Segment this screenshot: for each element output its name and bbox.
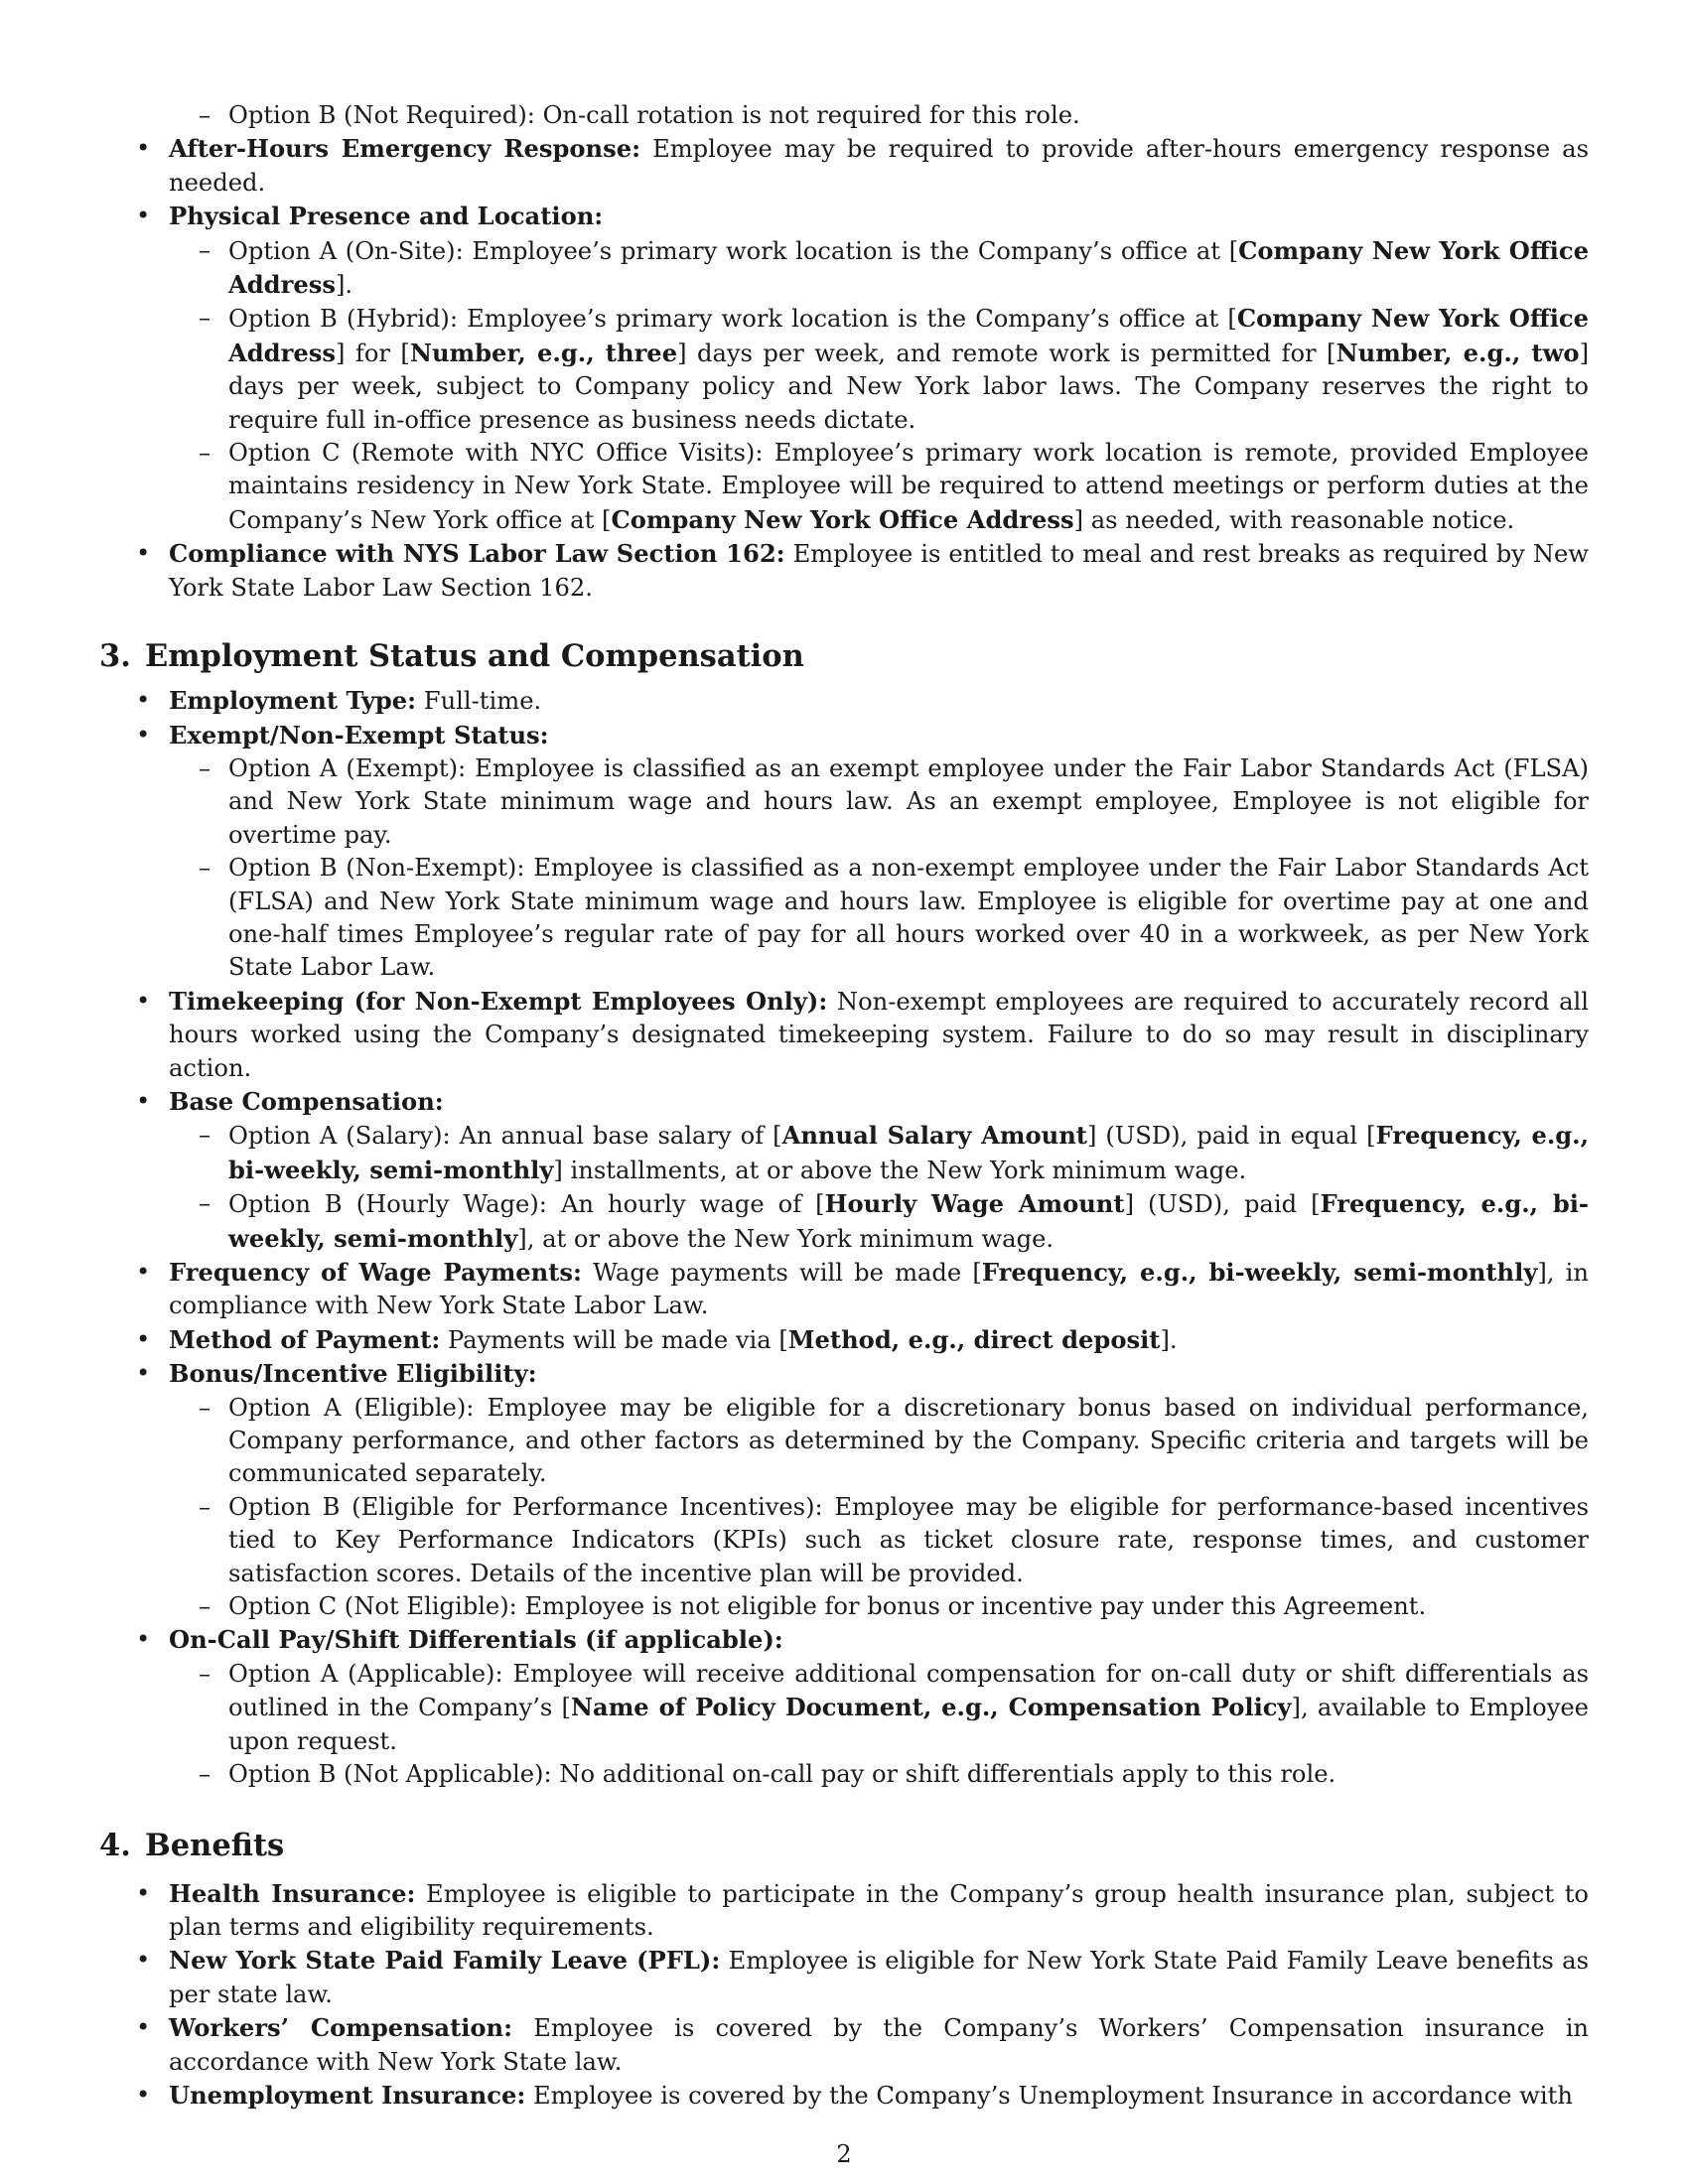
option-text: ] (USD), paid in equal [ [1086, 1122, 1376, 1151]
option-item [99, 852, 1589, 985]
option-text: Option B (Non-Exempt): Employee is classified as a non-exempt employee under the Fair Labor Standards Act (FLSA) and New York State minimum wage and hours law. Employee is eligible for overtime pay at one and one-half times Employee’s regular rate of pay for all hours worked over 40 in a workweek, as per New York State Labor Law. [228, 854, 1589, 982]
oncall-rotation-continued [99, 99, 1589, 132]
section-title: Benefits [145, 1827, 285, 1863]
placeholder: Frequency, e.g., bi-weekly, semi-monthly [228, 1189, 1589, 1253]
item-label: Employment Type: [169, 686, 417, 716]
option-item [99, 234, 1589, 303]
option-text: ] days per week, subject to Company policy and New York labor laws. The Company reserves the right to require full in-office presence as business needs dictate. [228, 339, 1589, 434]
page-content [99, 99, 1589, 2113]
item-text: ]. [1160, 1325, 1178, 1354]
item-label: After-Hours Emergency Response: [169, 134, 641, 164]
item-text: Full-time. [416, 687, 542, 716]
item-text: Employee is entitled to meal and rest breaks as required by New York State Labor Law Section 162. [169, 540, 1590, 602]
option-item [99, 752, 1589, 852]
option-text: ], available to Employee upon request. [228, 1694, 1589, 1755]
bonus-options [169, 1392, 1589, 1624]
placeholder: Number, e.g., three [409, 338, 678, 367]
page-number: 2 [836, 2140, 852, 2168]
item-text: Employee is eligible to participate in the Company’s group health insurance plan, subject to plan terms and eligibility requirements. [169, 1879, 1589, 1941]
option-text: Option B (Eligible for Performance Incentives): Employee may be eligible for performance-based incentives tied to Key Performance Indicators (KPIs) such as ticket closure rate, response times, and customer satisfaction scores. Details of the incentive plan will be provided. [228, 1492, 1589, 1587]
section-heading-4 [99, 1826, 1589, 1865]
item-label: Workers’ Compensation: [169, 2013, 513, 2043]
section-number: 4. [99, 1827, 131, 1863]
physical-presence-options [169, 234, 1589, 538]
option-text: Option B (Hourly Wage): An hourly wage of [ [228, 1190, 825, 1219]
section2-list [99, 132, 1589, 605]
option-text: Option A (Eligible): Employee may be eligible for a discretionary bonus based on individual performance, Company performance, and other factors as determined by the Company. Specific criteria and targets will be communicated separately. [228, 1393, 1589, 1488]
placeholder: Method, e.g., direct deposit [787, 1324, 1161, 1354]
section-number: 3. [99, 638, 131, 675]
base-compensation-options [169, 1119, 1589, 1256]
option-text: Option A (On-Site): Employee’s primary work location is the Company’s office at [ [228, 236, 1239, 265]
list-item-employment-type [99, 684, 1589, 718]
item-label: Timekeeping (for Non-Exempt Employees Only): [169, 986, 828, 1016]
option-item [99, 1119, 1589, 1187]
item-text: Employee is eligible for New York State Paid Family Leave benefits as per state law. [169, 1947, 1589, 2008]
option-text: Option A (Exempt): Employee is classified as an exempt employee under the Fair Labor Standards Act (FLSA) and New York State minimum wage and hours law. As an exempt employee, Employee is not eligible for overtime pay. [228, 753, 1589, 849]
option-text: Option C (Not Eligible): Employee is not eligible for bonus or incentive pay under this Agreement. [228, 1592, 1427, 1621]
placeholder: Company New York Office Address [228, 304, 1589, 367]
item-text: ], in compliance with New York State Labor Law. [169, 1259, 1589, 1320]
item-label: Compliance with NYS Labor Law Section 162: [169, 539, 785, 569]
option-item [99, 99, 1589, 132]
list-item-oncall-pay [99, 1623, 1589, 1791]
item-label: On-Call Pay/Shift Differentials (if applicable): [169, 1625, 783, 1655]
option-text: Option B (Not Required): On-call rotation is not required for this role. [228, 101, 1080, 129]
list-item-bonus [99, 1357, 1589, 1623]
option-item [99, 1392, 1589, 1491]
list-item-base-compensation [99, 1085, 1589, 1256]
item-text: Employee is covered by the Company’s Workers’ Compensation insurance in accordance with New York State law. [169, 2014, 1590, 2076]
list-item-wage-frequency [99, 1256, 1589, 1323]
placeholder: Company New York Office Address [611, 504, 1074, 534]
item-text: Non-exempt employees are required to accurately record all hours worked using the Company’s designated timekeeping system. Failure to do so may result in disciplinary action. [169, 987, 1589, 1082]
placeholder: Hourly Wage Amount [824, 1189, 1125, 1219]
option-item [99, 1491, 1589, 1590]
placeholder: Frequency, e.g., bi-weekly, semi-monthly [981, 1258, 1538, 1287]
exempt-options [169, 752, 1589, 985]
section3-list [99, 684, 1589, 1791]
placeholder: Number, e.g., two [1336, 338, 1580, 367]
placeholder: Company New York Office Address [228, 235, 1589, 300]
list-item-unemployment [99, 2079, 1589, 2113]
section-heading-3 [99, 636, 1589, 676]
option-item [99, 1658, 1589, 1758]
item-label: Health Insurance: [169, 1878, 416, 1908]
list-item-workers-comp [99, 2011, 1589, 2079]
list-item-physical-presence [99, 200, 1589, 537]
item-label: Base Compensation: [169, 1086, 444, 1116]
item-label: Exempt/Non-Exempt Status: [169, 720, 549, 750]
item-label: Unemployment Insurance: [169, 2080, 526, 2110]
list-item-exempt-status [99, 719, 1589, 985]
item-label: New York State Paid Family Leave (PFL): [169, 1946, 721, 1976]
option-text: Option C (Remote with NYC Office Visits): Employee’s primary work location is remote, provided Employee maintains residency in New York State. Employee will be required to attend meetings or perform duties at the Company’s New York office at [ [228, 439, 1589, 534]
option-item [99, 1758, 1589, 1791]
option-text: Option B (Hybrid): Employee’s primary work location is the Company’s office at [ [228, 305, 1237, 334]
item-text: Wage payments will be made [ [581, 1259, 982, 1287]
list-item-paid-family-leave [99, 1944, 1589, 2011]
oncall-pay-options [169, 1658, 1589, 1792]
section4-list [99, 1877, 1589, 2114]
item-label: Method of Payment: [169, 1324, 441, 1354]
option-item [99, 437, 1589, 537]
option-item [99, 1590, 1589, 1623]
option-text: ] installments, at or above the New York minimum wage. [553, 1156, 1247, 1184]
placeholder: Frequency, e.g., bi-weekly, semi-monthly [228, 1121, 1590, 1184]
option-text: ], at or above the New York minimum wage. [517, 1224, 1055, 1253]
item-text: Employee is covered by the Company’s Unemployment Insurance in accordance with [525, 2081, 1573, 2110]
option-text: Option B (Not Applicable): No additional on-call pay or shift differentials apply to this role. [228, 1760, 1336, 1789]
option-text: ]. [335, 271, 353, 300]
option-text: ] as needed, with reasonable notice. [1073, 505, 1515, 534]
oncall-rotation-options [169, 99, 1589, 132]
list-item-compliance [99, 537, 1589, 605]
item-label: Physical Presence and Location: [169, 202, 604, 231]
option-text: Option A (Applicable): Employee will receive additional compensation for on-call duty or shift differentials as outlined in the Company’s [ [228, 1659, 1589, 1722]
option-item [99, 1187, 1589, 1256]
list-item-health-insurance [99, 1877, 1589, 1945]
option-text: ] (USD), paid [ [1124, 1190, 1321, 1219]
item-label: Frequency of Wage Payments: [169, 1258, 582, 1287]
list-item-payment-method [99, 1323, 1589, 1357]
option-text: ] days per week, and remote work is permitted for [ [677, 339, 1336, 367]
list-item-timekeeping [99, 985, 1589, 1085]
option-text: Option A (Salary): An annual base salary of [ [228, 1122, 782, 1151]
option-item [99, 302, 1589, 437]
item-label: Bonus/Incentive Eligibility: [169, 1359, 537, 1389]
section-title: Employment Status and Compensation [145, 638, 804, 675]
section2-continued-list [99, 99, 1589, 132]
list-item-after-hours [99, 132, 1589, 200]
placeholder: Name of Policy Document, e.g., Compensation Policy [570, 1693, 1292, 1722]
item-text: Employee may be required to provide after-hours emergency response as needed. [169, 135, 1589, 197]
placeholder: Annual Salary Amount [781, 1121, 1087, 1151]
option-text: ] for [ [335, 339, 410, 367]
item-text: Payments will be made via [ [440, 1325, 788, 1354]
